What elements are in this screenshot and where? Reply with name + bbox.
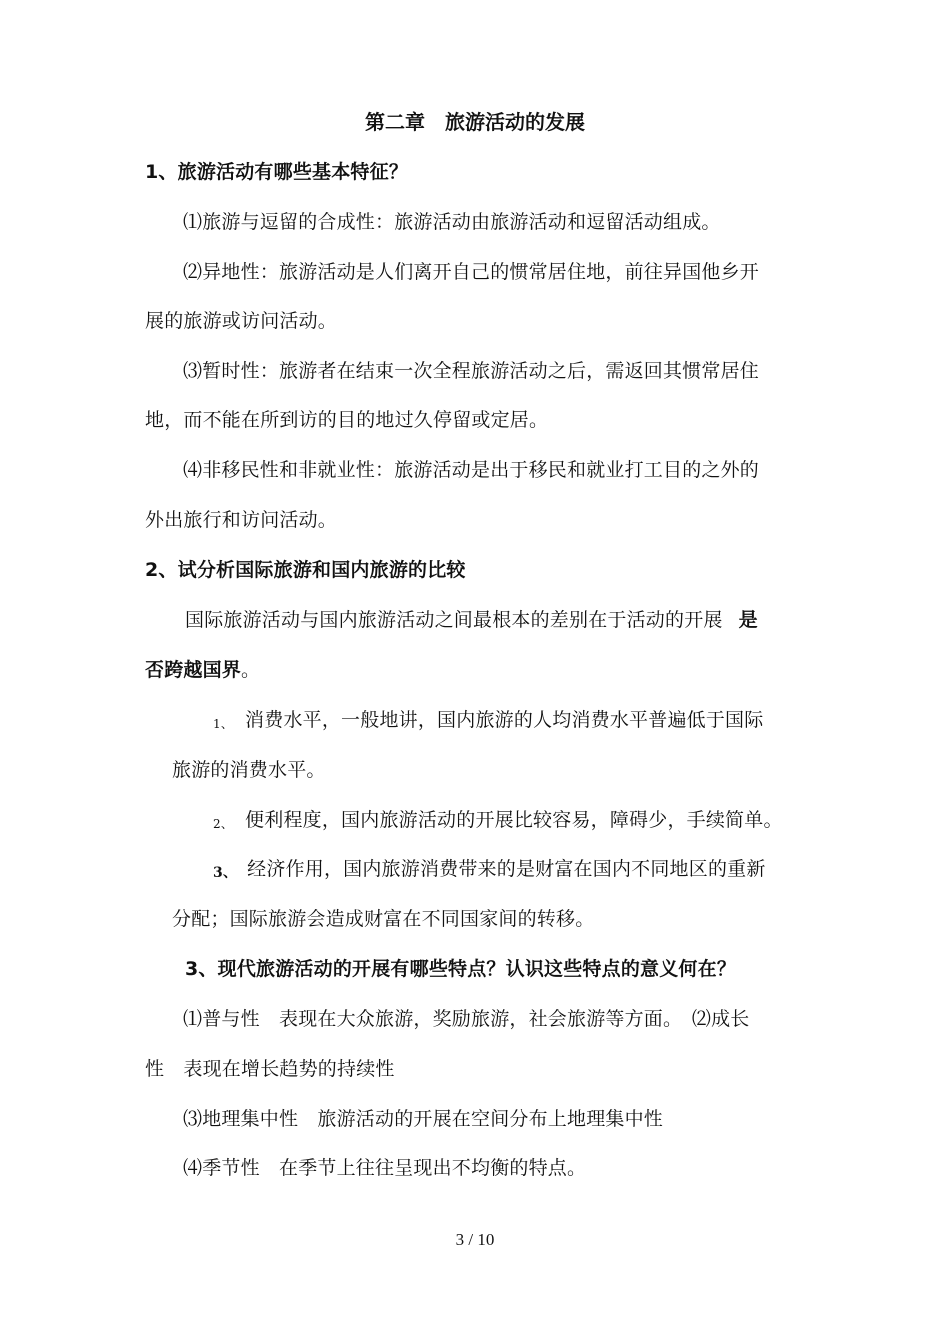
q3-paragraph-1-line-1: ⑴普与性 表现在大众旅游，奖励旅游，社会旅游等方面。 ⑵成长 (183, 1008, 750, 1030)
q2-intro-emphasis-1: 是 (738, 609, 758, 631)
q2-item-3-text: 经济作用，国内旅游消费带来的是财富在国内不同地区的重新 (247, 858, 766, 880)
q1-paragraph-2-line-2: 展的旅游或访问活动。 (145, 310, 338, 332)
page-title: 第二章 旅游活动的发展 (365, 110, 585, 134)
q2-item-2-line-1 (213, 806, 783, 838)
q2-intro-emphasis-2: 否跨越国界 (145, 659, 242, 681)
q1-paragraph-3-line-2: 地，而不能在所到访的目的地过久停留或定居。 (145, 409, 549, 431)
q2-item-1-line-2: 旅游的消费水平。 (172, 759, 326, 781)
page-number: 3 / 10 (455, 1230, 495, 1249)
q2-item-1-line-1 (213, 706, 763, 738)
q2-item-1-text: 消费水平，一般地讲，国内旅游的人均消费水平普遍低于国际 (245, 709, 764, 731)
q3-paragraph-3: ⑷季节性 在季节上往往呈现出不均衡的特点。 (183, 1157, 587, 1179)
q3-paragraph-2: ⑶地理集中性 旅游活动的开展在空间分布上地理集中性 (183, 1108, 664, 1130)
q2-intro-line-2 (145, 656, 260, 684)
q1-paragraph-1: ⑴旅游与逗留的合成性：旅游活动由旅游活动和逗留活动组成。 (183, 211, 721, 233)
q2-intro-text: 国际旅游活动与国内旅游活动之间最根本的差别在于活动的开展 (185, 609, 723, 631)
q2-item-3-line-2: 分配；国际旅游会造成财富在不同国家间的转移。 (172, 908, 595, 930)
question-3-heading: 3、现代旅游活动的开展有哪些特点？认识这些特点的意义何在？ (185, 958, 737, 980)
question-2-heading: 2、试分析国际旅游和国内旅游的比较 (145, 559, 466, 581)
q2-intro-end: 。 (241, 659, 261, 681)
q2-intro-line-1 (185, 606, 758, 634)
q2-item-1-number: 1、 (213, 717, 234, 731)
q1-paragraph-4-line-1: ⑷非移民性和非就业性：旅游活动是出于移民和就业打工目的之外的 (183, 459, 760, 481)
q3-paragraph-1-line-2: 性 表现在增长趋势的持续性 (145, 1058, 395, 1080)
q2-item-2-text: 便利程度，国内旅游活动的开展比较容易，障碍少，手续简单。 (245, 809, 783, 831)
q1-paragraph-4-line-2: 外出旅行和访问活动。 (145, 509, 338, 531)
q2-item-3-line-1 (213, 855, 766, 887)
q1-paragraph-3-line-1: ⑶暂时性：旅游者在结束一次全程旅游活动之后，需返回其惯常居住 (183, 360, 760, 382)
q2-item-3-number: 3、 (213, 865, 238, 881)
question-1-heading: 1、旅游活动有哪些基本特征？ (145, 161, 409, 183)
q2-item-2-number: 2、 (213, 817, 234, 831)
q1-paragraph-2-line-1: ⑵异地性：旅游活动是人们离开自己的惯常居住地，前往异国他乡开 (183, 261, 760, 283)
